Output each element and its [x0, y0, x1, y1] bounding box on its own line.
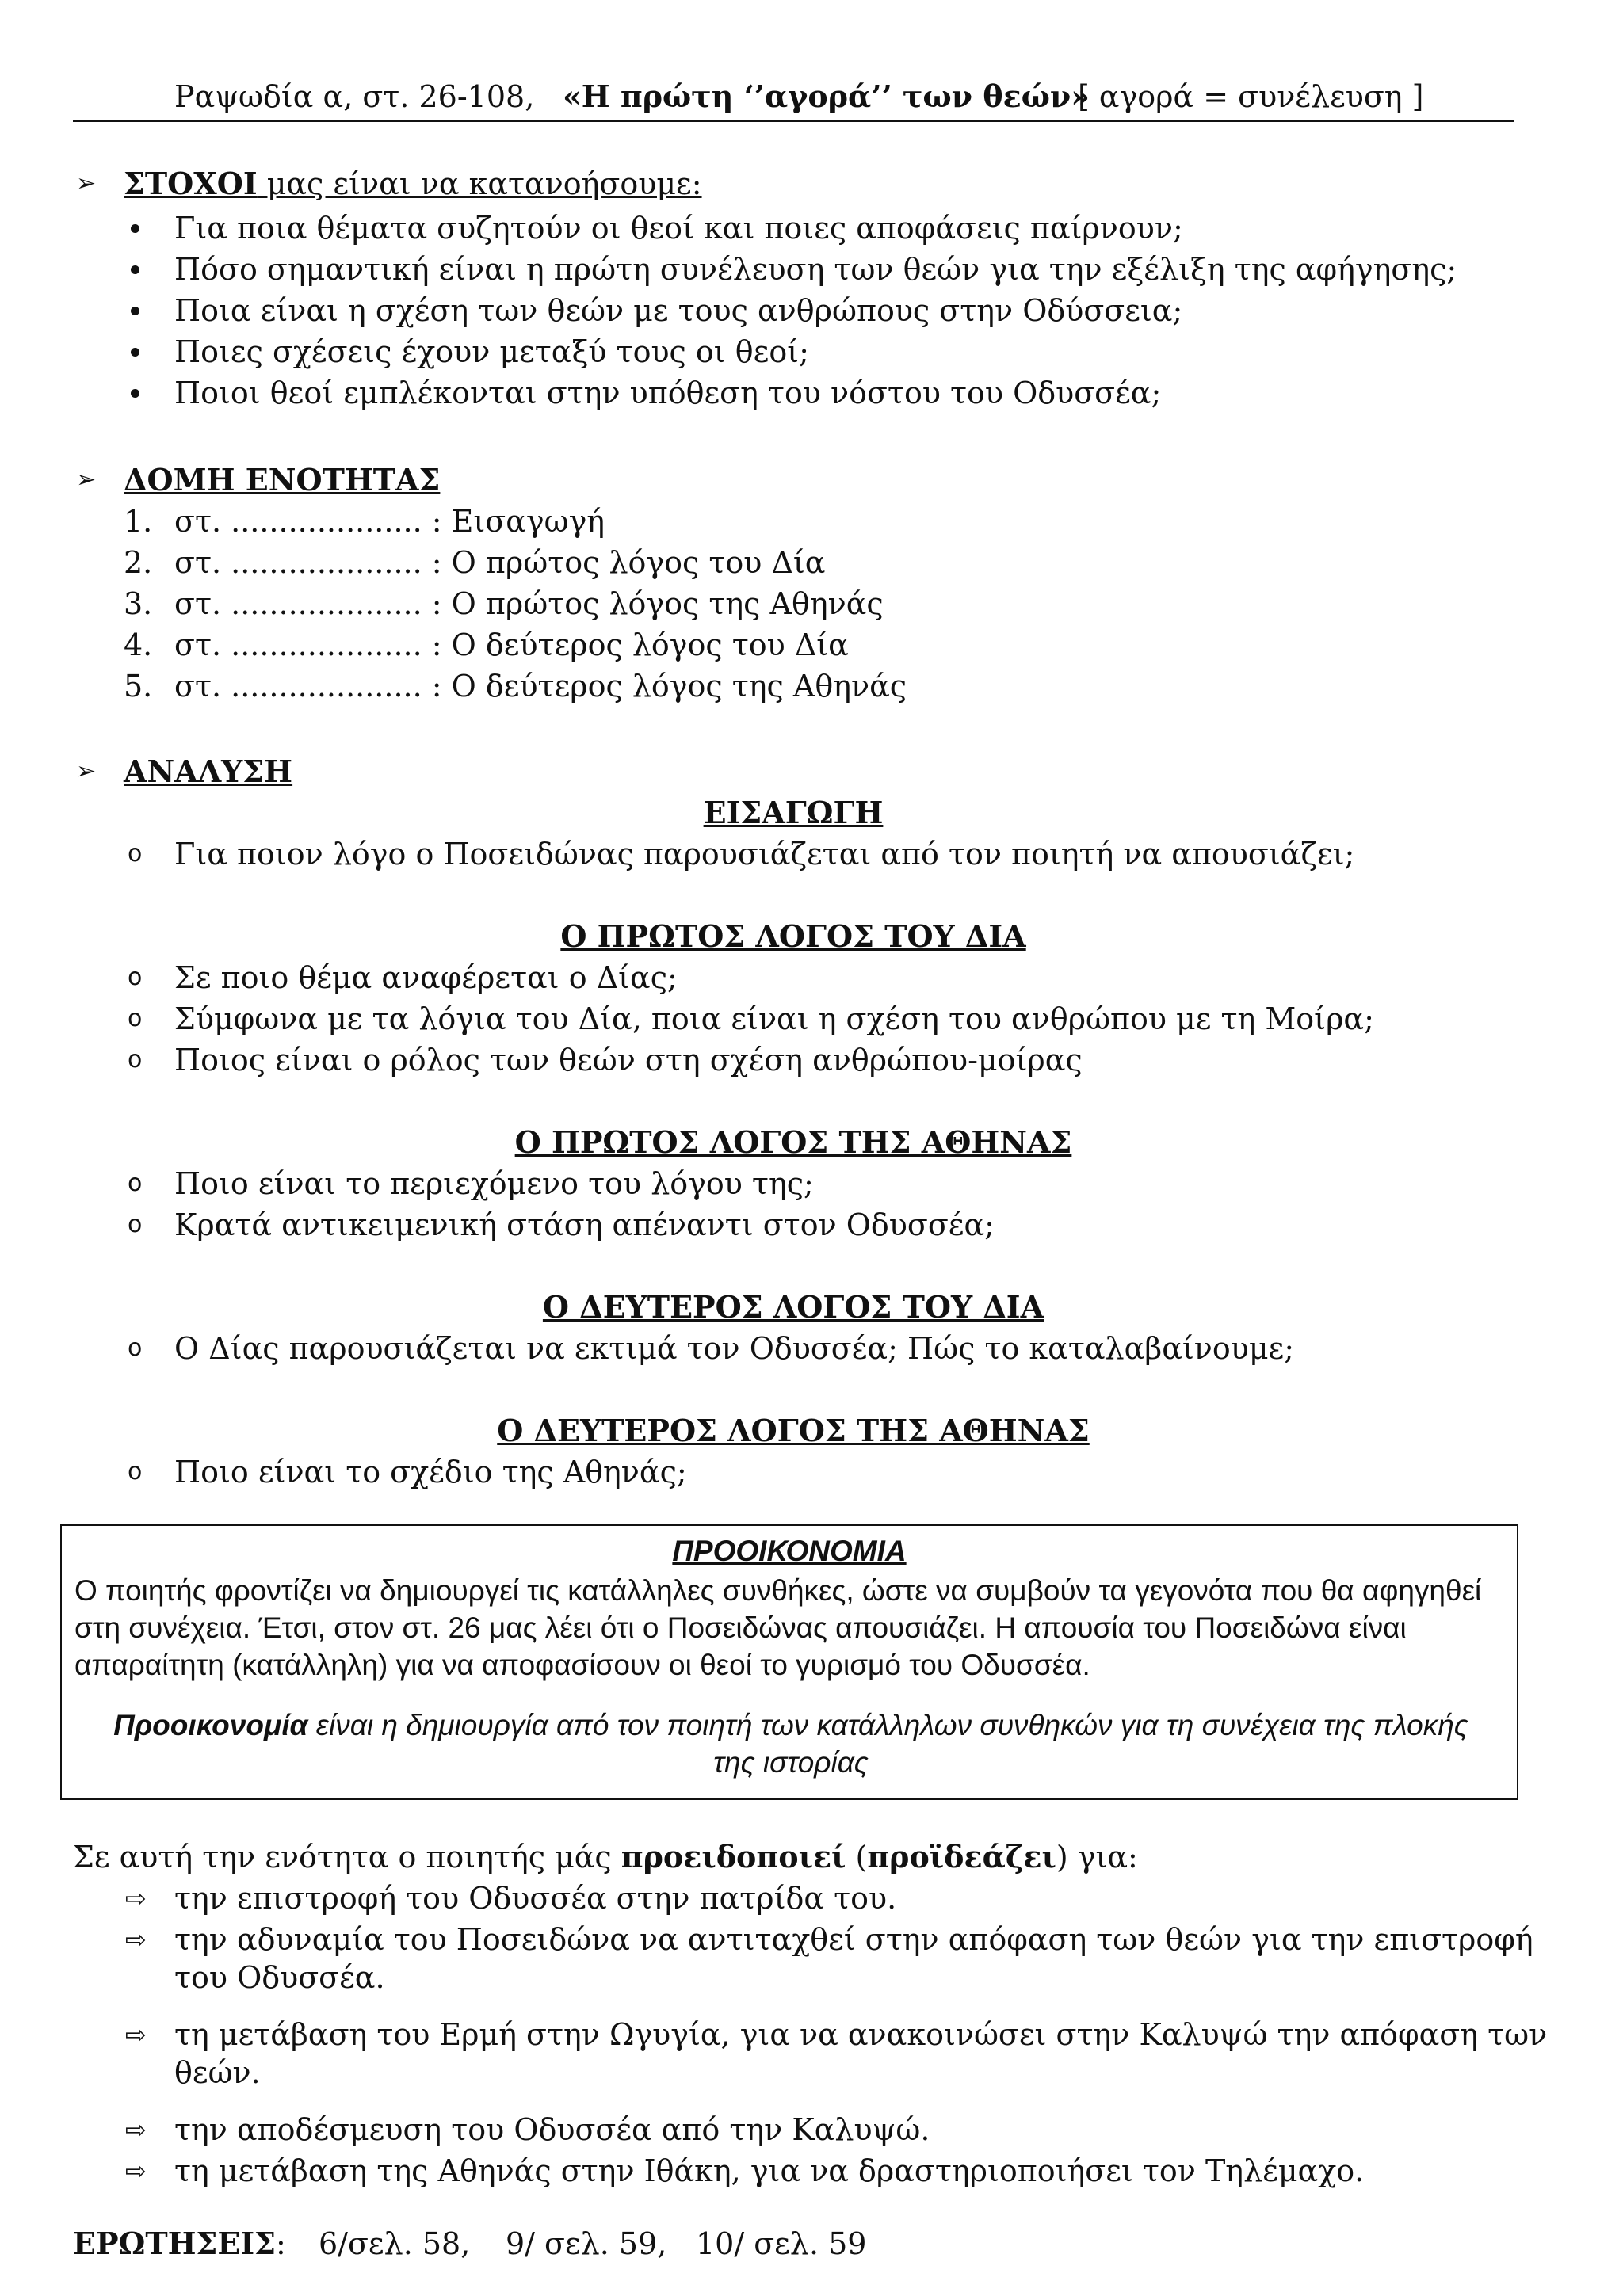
- foreshadow-item: τη μετάβαση της Αθηνάς στην Ιθάκη, για να δραστηριοποιήσει τον Τηλέμαχο.: [174, 2153, 1365, 2188]
- question-ref: 6/σελ. 58,: [319, 2226, 471, 2261]
- page-header: [73, 73, 1514, 122]
- structure-number: 4.: [124, 627, 153, 662]
- intro-part: Σε αυτή την ενότητα ο ποιητής μάς: [73, 1840, 621, 1875]
- box-definition-rest: είναι η δημιουργία από τον ποιητή των κατάλληλων συνθηκών για τη συνέχεια της πλοκής της ιστορίας: [307, 1709, 1468, 1779]
- goal-item: Ποια είναι η σχέση των θεών με τους ανθρώπους στην Οδύσσεια;: [174, 293, 1183, 328]
- goals-heading: [124, 165, 702, 203]
- section-title-zeus-second: Ο ΔΕΥΤΕΡΟΣ ΛΟΓΟΣ ΤΟΥ ΔΙΑ: [542, 1289, 1044, 1325]
- hollow-arrow-icon: ⇨: [125, 2115, 147, 2145]
- analysis-heading: ΑΝΑΛΥΣΗ: [124, 753, 293, 789]
- circle-bullet-icon: o: [128, 1169, 143, 1197]
- hollow-arrow-icon: ⇨: [125, 1883, 147, 1913]
- circle-bullet-icon: o: [128, 1458, 143, 1486]
- structure-item: στ. .................... : Ο δεύτερος λόγος του Δία: [174, 627, 849, 662]
- questions-label: [73, 2225, 286, 2263]
- goal-item: Για ποια θέματα συζητούν οι θεοί και ποιες αποφάσεις παίρνουν;: [174, 211, 1183, 246]
- foreshadow-item: την επιστροφή του Οδυσσέα στην πατρίδα του.: [174, 1881, 897, 1916]
- bullet-icon: [131, 348, 139, 357]
- question-item: Ποιο είναι το σχέδιο της Αθηνάς;: [174, 1455, 687, 1489]
- box-definition: [94, 1707, 1488, 1781]
- question-item: Ποιο είναι το περιεχόμενο του λόγου της;: [174, 1166, 814, 1201]
- question-item: Ποιος είναι ο ρόλος των θεών στη σχέση ανθρώπου-μοίρας: [174, 1043, 1083, 1077]
- arrowhead-bullet-icon: ➢: [76, 757, 97, 785]
- foreshadow-item-continued: θεών.: [174, 2055, 261, 2090]
- question-ref: 9/ σελ. 59,: [506, 2226, 667, 2261]
- hollow-arrow-icon: ⇨: [125, 2019, 147, 2050]
- bullet-icon: [131, 307, 139, 315]
- question-item: Σύμφωνα με τα λόγια του Δία, ποια είναι η σχέση του ανθρώπου με τη Μοίρα;: [174, 1001, 1374, 1036]
- bullet-icon: [131, 389, 139, 398]
- circle-bullet-icon: o: [128, 840, 143, 868]
- structure-number: 1.: [124, 504, 153, 539]
- goals-heading-bold: ΣΤΟΧΟΙ: [124, 166, 258, 201]
- structure-item: στ. .................... : Ο πρώτος λόγος της Αθηνάς: [174, 586, 884, 621]
- foreshadow-item: την αδυναμία του Ποσειδώνα να αντιταχθεί στην απόφαση των θεών για την επιστροφή: [174, 1922, 1533, 1957]
- section-title-athena-first: Ο ΠΡΩΤΟΣ ΛΟΓΟΣ ΤΗΣ ΑΘΗΝΑΣ: [514, 1124, 1072, 1160]
- section-title-athena-second: Ο ΔΕΥΤΕΡΟΣ ΛΟΓΟΣ ΤΗΣ ΑΘΗΝΑΣ: [497, 1413, 1090, 1448]
- structure-number: 2.: [124, 545, 153, 580]
- goal-item: Πόσο σημαντική είναι η πρώτη συνέλευση των θεών για την εξέλιξη της αφήγησης;: [174, 252, 1457, 287]
- foreshadow-item-continued: του Οδυσσέα.: [174, 1960, 385, 1995]
- header-reference: Ραψωδία α, στ. 26-108,: [174, 79, 535, 114]
- goal-item: Ποιες σχέσεις έχουν μεταξύ τους οι θεοί;: [174, 334, 809, 369]
- goal-item: Ποιοι θεοί εμπλέκονται στην υπόθεση του νόστου του Οδυσσέα;: [174, 376, 1162, 410]
- box-title: ΠΡΟΟΙΚΟΝΟΜΙΑ: [672, 1535, 907, 1567]
- hollow-arrow-icon: ⇨: [125, 2156, 147, 2186]
- foreshadow-intro: [73, 1838, 1138, 1876]
- question-item: Κρατά αντικειμενική στάση απέναντι στον Οδυσσέα;: [174, 1207, 995, 1242]
- question-item: Για ποιον λόγο ο Ποσειδώνας παρουσιάζεται από τον ποιητή να απουσιάζει;: [174, 837, 1355, 871]
- box-definition-term: Προοικονομία: [113, 1709, 308, 1741]
- circle-bullet-icon: o: [128, 1334, 143, 1362]
- header-title: «Η πρώτη ‘’αγορά’’ των θεών»: [563, 78, 1090, 114]
- structure-heading: ΔΟΜΗ ΕΝΟΤΗΤΑΣ: [124, 462, 441, 498]
- foreshadow-item: την αποδέσμευση του Οδυσσέα από την Καλυψώ.: [174, 2112, 930, 2147]
- intro-bold: προειδοποιεί: [621, 1839, 846, 1875]
- goals-heading-rest: μας είναι να κατανοήσουμε:: [257, 166, 702, 201]
- structure-number: 3.: [124, 586, 153, 621]
- structure-item: στ. .................... : Ο πρώτος λόγος του Δία: [174, 545, 826, 580]
- intro-part: ) για:: [1056, 1840, 1138, 1875]
- intro-part: (: [846, 1840, 868, 1875]
- circle-bullet-icon: o: [128, 963, 143, 991]
- question-item: Ο Δίας παρουσιάζεται να εκτιμά τον Οδυσσέα; Πώς το καταλαβαίνουμε;: [174, 1331, 1295, 1366]
- foreshadow-item: τη μετάβαση του Ερμή στην Ωγυγία, για να ανακοινώσει στην Καλυψώ την απόφαση των: [174, 2017, 1548, 2052]
- questions-label-text: ΕΡΩΤΗΣΕΙΣ: [73, 2225, 277, 2261]
- bullet-icon: [131, 265, 139, 274]
- circle-bullet-icon: o: [128, 1005, 143, 1032]
- arrowhead-bullet-icon: ➢: [76, 466, 97, 494]
- foreshadowing-box: [60, 1524, 1518, 1800]
- hollow-arrow-icon: ⇨: [125, 1924, 147, 1955]
- question-item: Σε ποιο θέμα αναφέρεται ο Δίας;: [174, 960, 678, 995]
- structure-number: 5.: [124, 669, 153, 704]
- circle-bullet-icon: o: [128, 1046, 143, 1074]
- questions-colon: :: [276, 2226, 286, 2261]
- question-ref: 10/ σελ. 59: [696, 2226, 867, 2261]
- intro-bold: προϊδεάζει: [867, 1839, 1056, 1875]
- arrowhead-bullet-icon: ➢: [76, 170, 97, 197]
- header-note: [ αγορά = συνέλευση ]: [1078, 79, 1424, 114]
- box-text: Ο ποιητής φροντίζει να δημιουργεί τις κατάλληλες συνθήκες, ώστε να συμβούν τα γεγονότα που θα αφηγηθεί στη συνέχεια. Έτσι, στον στ. 26 μας λέει ότι ο Ποσειδώνας απουσιάζει. Η απουσία του Ποσειδώνα είναι απαραίτητη (κατάλληλη) για να αποφασίσουν οι θεοί το γυρισμό του Οδυσσέα.: [74, 1574, 1482, 1681]
- section-title-zeus-first: Ο ΠΡΩΤΟΣ ΛΟΓΟΣ ΤΟΥ ΔΙΑ: [560, 918, 1026, 954]
- section-title-introduction: ΕΙΣΑΓΩΓΗ: [703, 795, 884, 830]
- bullet-icon: [131, 224, 139, 233]
- structure-item: στ. .................... : Εισαγωγή: [174, 504, 605, 539]
- structure-item: στ. .................... : Ο δεύτερος λόγος της Αθηνάς: [174, 669, 907, 704]
- circle-bullet-icon: o: [128, 1211, 143, 1238]
